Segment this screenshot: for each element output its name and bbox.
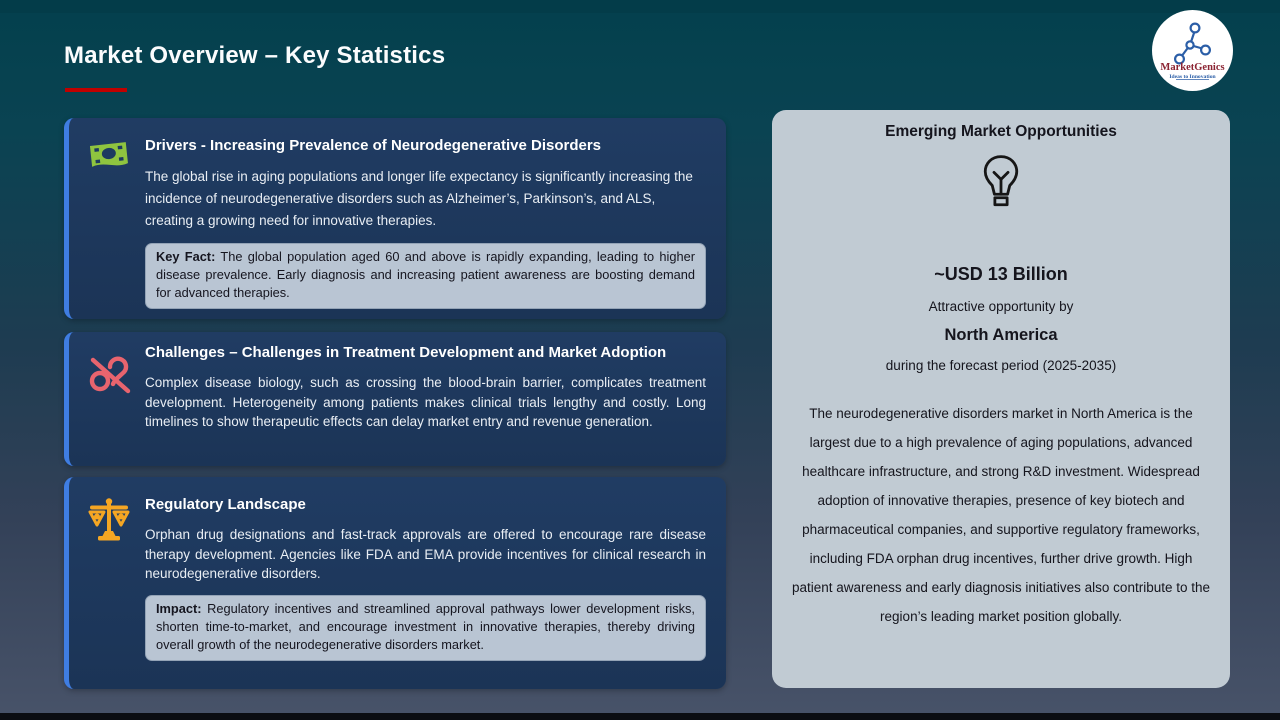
logo-molecule-icon	[1151, 9, 1234, 92]
impact-text: Regulatory incentives and streamlined approval pathways lower development risks, shorten time-to-market, and encourage investment in innovative therapies, thereby driving overall growth of the neurodegenerative disorders market.	[156, 600, 695, 652]
title-underline-rule	[65, 88, 127, 92]
impact-label: Impact:	[156, 600, 202, 616]
challenges-card-title: Challenges – Challenges in Treatment Development and Market Adoption	[145, 344, 667, 361]
drivers-card-title: Drivers - Increasing Prevalence of Neurodegenerative Disorders	[145, 137, 602, 154]
logo-name-text: MarketGenics	[1160, 62, 1225, 73]
key-fact-text: The global population aged 60 and above is rapidly expanding, leading to higher disease prevalence. Early diagnosis and increasing patient awareness are boosting demand for advanced therapies.	[156, 249, 696, 300]
drivers-card	[64, 118, 726, 319]
drivers-card-body: The global rise in aging populations and longer life expectancy is significantly increasing the incidence of neurodegenerative disorders such as Alzheimer’s, Parkinson’s, and ALS, creating a growing need for innovative therapies.	[145, 169, 693, 228]
emerging-opportunities-panel	[772, 110, 1230, 688]
logo-tagline-text: Ideas to Innovation	[1169, 74, 1216, 80]
challenges-card-body: Complex disease biology, such as crossing the blood-brain barrier, complicates treatment development. Heterogeneity among patients makes clinical trials lengthy and costly. Long timelines to show therapeutic effects can delay market entry and revenue generation.	[145, 375, 706, 429]
opportunity-description: The neurodegenerative disorders market in North America is the largest due to a high prevalence of aging populations, advanced healthcare infrastructure, and strong R&D investment. Widespread adoption of innovative therapies, presence of key biotech and pharmaceutical companies, and supportive regulatory frameworks, including FDA orphan drug incentives, further drive growth. High patient awareness and early diagnosis initiatives also contribute to the region’s leading market position globally.	[792, 406, 1210, 624]
top-strip	[0, 0, 1280, 13]
opportunity-value: ~USD 13 Billion	[934, 264, 1068, 284]
regulatory-card-body: Orphan drug designations and fast-track approvals are offered to encourage rare disease therapy development. Agencies like FDA and EMA provide incentives for clinical research in neurodegenerative disorders.	[145, 527, 706, 581]
marketgenics-logo	[1151, 9, 1234, 92]
lightbulb-icon	[788, 154, 1214, 210]
regulatory-card-title: Regulatory Landscape	[145, 496, 306, 513]
scales-icon	[86, 487, 132, 679]
key-fact-label: Key Fact:	[156, 249, 216, 264]
challenges-card-content	[145, 338, 706, 456]
knot-icon	[86, 338, 132, 456]
panel-title: Emerging Market Opportunities	[885, 123, 1117, 140]
drivers-card-content	[145, 128, 706, 309]
challenges-card	[64, 332, 726, 466]
regulatory-card	[64, 477, 726, 689]
opportunity-region: North America	[944, 326, 1058, 344]
banknote-icon	[86, 128, 132, 309]
impact-callout	[145, 595, 706, 661]
regulatory-card-content	[145, 487, 706, 679]
page-title: Market Overview – Key Statistics	[64, 42, 446, 69]
opportunity-subtitle: Attractive opportunity by	[928, 299, 1074, 314]
key-fact-callout	[145, 243, 706, 309]
bottom-strip	[0, 713, 1280, 720]
opportunity-period: during the forecast period (2025-2035)	[885, 358, 1117, 373]
